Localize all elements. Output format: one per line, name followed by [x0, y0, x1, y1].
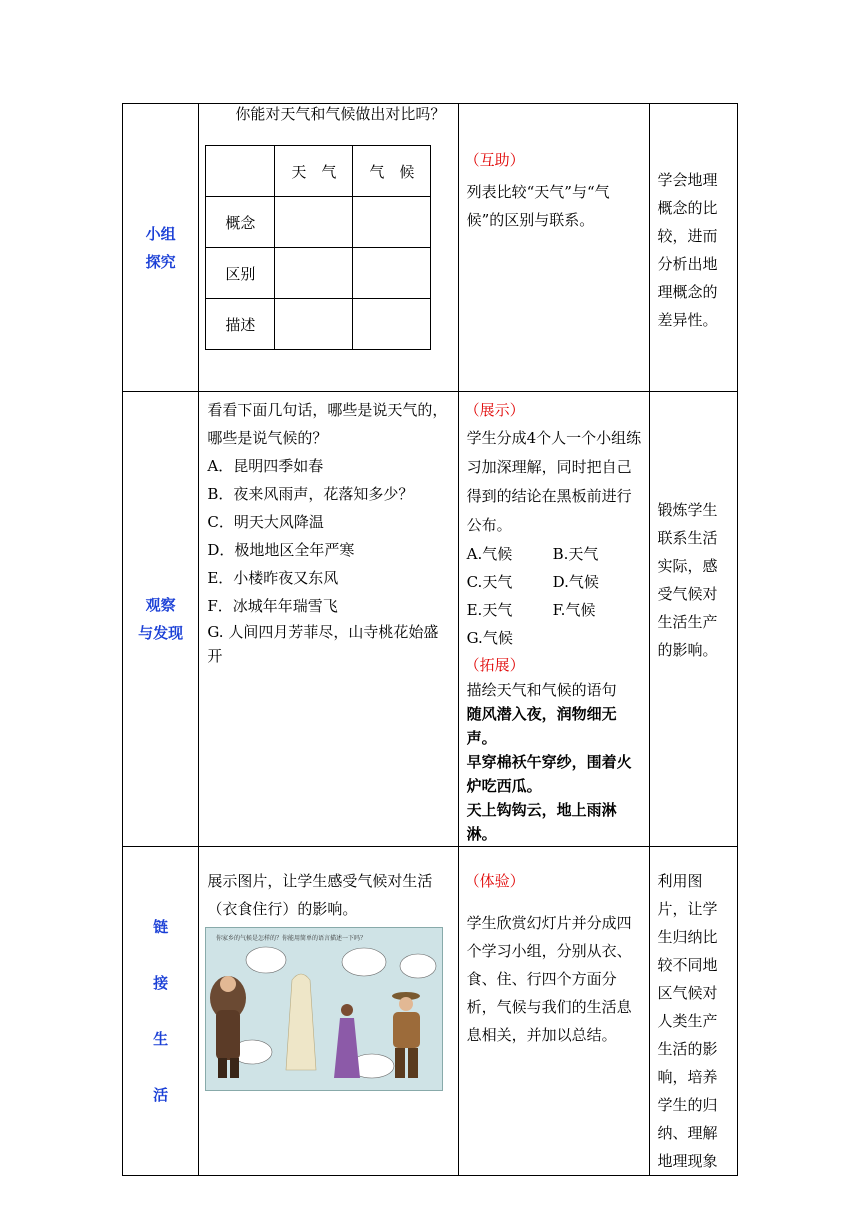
- compare-header-blank: [206, 146, 275, 197]
- illustration-caption: 你家乡的气候是怎样的？你能用简单的语言描述一下吗？: [216, 935, 367, 942]
- observe-item-list: [199, 452, 457, 668]
- show-cell: [458, 392, 649, 847]
- list-item: B．夜来风雨声，花落知多少？: [207, 485, 414, 503]
- section-label-line: 小组: [145, 224, 176, 243]
- answer-item: A.气候: [466, 545, 513, 563]
- show-text: 学生分成4个人一个小组练习加深理解，同时把自己得到的结论在黑板前进行公布。: [466, 429, 642, 534]
- compare-cell[interactable]: [275, 197, 353, 248]
- goal-cell: [649, 104, 737, 392]
- poem-list: [459, 702, 649, 846]
- list-item: C．明天大风降温: [207, 513, 324, 531]
- answer-grid: [459, 540, 649, 652]
- goal-text: 锻炼学生联系生活实际，感受气候对生活生产的影响。: [657, 501, 718, 659]
- answer-item: C.天气: [466, 573, 513, 591]
- section-label-line: 生: [153, 1030, 169, 1048]
- answer-item: G.气候: [466, 629, 513, 647]
- compare-cell[interactable]: [353, 248, 431, 299]
- section-label-line: 接: [153, 974, 169, 992]
- extend-tag: （拓展）: [464, 656, 525, 674]
- climate-people-illustration: [205, 927, 443, 1091]
- experience-cell: [458, 847, 649, 1176]
- goal-text: 利用图片，让学生归纳比较不同地区气候对人类生产生活的影响，培养学生的归纳、理解地理现象: [657, 872, 718, 1170]
- compare-cell[interactable]: [275, 299, 353, 350]
- extend-intro: 描绘天气和气候的语句: [466, 681, 617, 699]
- poem-line: 早穿棉袄午穿纱，围着火炉吃西瓜。: [466, 753, 632, 795]
- compare-cell[interactable]: [275, 248, 353, 299]
- answer-item: B.天气: [552, 545, 599, 563]
- lesson-table-container: [122, 103, 738, 1170]
- list-item: D．极地地区全年严寒: [207, 541, 355, 559]
- answer-item: D.气候: [552, 573, 599, 591]
- compare-row-label: 描述: [206, 299, 275, 350]
- compare-row-label: 概念: [206, 197, 275, 248]
- compare-row-label: 区别: [206, 248, 275, 299]
- goal-cell: [649, 392, 737, 847]
- list-item: G. 人间四月芳菲尽，山寺桃花始盛开: [207, 623, 439, 665]
- section-label-line: 与发现: [138, 624, 184, 642]
- lesson-plan-table: [122, 103, 738, 1176]
- mutual-help-cell: [458, 104, 649, 392]
- observe-intro: 看看下面几句话，哪些是说天气的，哪些是说气候的？: [207, 401, 448, 447]
- link-life-cell: [199, 847, 458, 1176]
- list-item: F．冰城年年瑞雪飞: [207, 597, 338, 615]
- answer-item: F.气候: [552, 601, 596, 619]
- compare-table: [205, 145, 431, 350]
- compare-header-weather: 天 气: [275, 146, 353, 197]
- list-item: E．小楼昨夜又东风: [207, 569, 339, 587]
- section-label-inquiry: [123, 104, 199, 392]
- link-life-intro: 展示图片，让学生感受气候对生活（衣食住行）的影响。: [207, 872, 433, 918]
- observe-question-cell: [199, 392, 458, 847]
- experience-tag: （体验）: [464, 872, 525, 890]
- row-group-observe: [123, 392, 738, 847]
- show-tag: （展示）: [464, 401, 525, 419]
- row-group-link-life: [123, 847, 738, 1176]
- section-label-link-life: [123, 847, 199, 1176]
- mutual-help-text: 列表比较“天气”与“气候”的区别与联系。: [466, 183, 610, 229]
- inquiry-question-cell: [199, 104, 458, 392]
- row-group-inquiry: [123, 104, 738, 392]
- compare-cell[interactable]: [353, 299, 431, 350]
- experience-text: 学生欣赏幻灯片并分成四个学习小组，分别从衣、食、住、行四个方面分析，气候与我们的生活息息相关，并加以总结。: [466, 914, 632, 1044]
- section-label-line: 链: [153, 918, 169, 936]
- poem-line: 随风潜入夜，润物细无声。: [466, 705, 617, 747]
- answer-item: E.天气: [466, 601, 513, 619]
- section-label-line: 观察: [145, 596, 176, 614]
- section-label-line: 探究: [145, 252, 176, 271]
- goal-cell: [649, 847, 737, 1176]
- section-label-observe: [123, 392, 199, 847]
- compare-header-climate: 气 候: [353, 146, 431, 197]
- mutual-help-tag: （互助）: [464, 151, 525, 169]
- poem-line: 天上钩钩云，地上雨淋淋。: [466, 801, 617, 843]
- list-item: A．昆明四季如春: [207, 457, 324, 475]
- section-label-line: 活: [153, 1086, 169, 1104]
- inquiry-question: 你能对天气和气候做出对比吗？: [235, 105, 446, 123]
- goal-text: 学会地理概念的比较，进而分析出地理概念的差异性。: [657, 171, 718, 329]
- compare-cell[interactable]: [353, 197, 431, 248]
